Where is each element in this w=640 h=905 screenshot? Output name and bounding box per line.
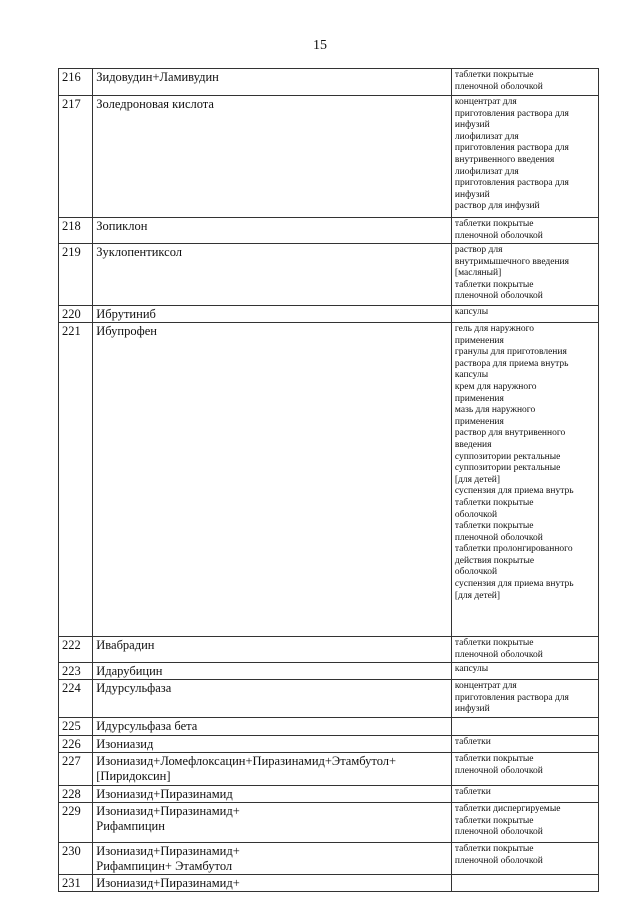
dosage-form: таблетки покрытые пленочной оболочкой — [454, 219, 543, 241]
drug-name: Ивабрадин — [93, 637, 452, 663]
drug-name: Изониазид+Пиразинамид+ — [93, 875, 452, 892]
row-number: 217 — [59, 96, 93, 218]
dosage-forms — [451, 306, 598, 323]
dosage-form: капсулы — [454, 307, 489, 317]
row-number: 230 — [59, 843, 93, 875]
drug-name: Зопиклон — [93, 218, 452, 244]
dosage-forms — [451, 736, 598, 753]
dosage-forms — [451, 96, 598, 218]
table-row — [59, 875, 599, 892]
dosage-form: раствор для инфузий — [454, 201, 540, 212]
dosage-form: таблетки покрытые оболочкой — [454, 497, 534, 520]
row-number: 221 — [59, 323, 93, 637]
table-row — [59, 736, 599, 753]
dosage-form: таблетки покрытые пленочной оболочкой — [454, 844, 543, 866]
table-row — [59, 244, 599, 306]
dosage-forms — [451, 786, 598, 803]
drug-name: Изониазид+Пиразинамид+ Рифампицин — [93, 803, 452, 843]
dosage-forms — [451, 718, 598, 736]
dosage-form: таблетки диспергируемые — [454, 804, 561, 814]
dosage-form: лиофилизат для приготовления раствора для внутривенного введения — [454, 131, 569, 165]
dosage-form: капсулы — [454, 664, 489, 674]
table-row — [59, 323, 599, 637]
dosage-form: суспензия для приема внутрь [для детей] — [454, 579, 574, 601]
table-row — [59, 680, 599, 718]
table-row — [59, 718, 599, 736]
dosage-forms — [451, 218, 598, 244]
dosage-form: капсулы — [454, 370, 489, 381]
table-row — [59, 843, 599, 875]
drug-name: Зидовудин+Ламивудин — [93, 69, 452, 96]
table-row — [59, 637, 599, 663]
drug-name: Зуклопентиксол — [93, 244, 452, 306]
dosage-form: раствор для внутримышечного введения [масляный] — [454, 245, 570, 279]
dosage-form: раствор для внутривенного введения — [454, 428, 566, 450]
dosage-form: концентрат для приготовления раствора для инфузий — [454, 681, 569, 715]
row-number: 226 — [59, 736, 93, 753]
table-row — [59, 96, 599, 218]
row-number: 223 — [59, 663, 93, 680]
dosage-forms — [451, 69, 598, 96]
drug-name: Изониазид — [93, 736, 452, 753]
row-number: 218 — [59, 218, 93, 244]
drug-name: Идурсульфаза бета — [93, 718, 452, 736]
dosage-forms — [451, 663, 598, 680]
dosage-forms — [451, 753, 598, 786]
row-number: 220 — [59, 306, 93, 323]
dosage-form: суппозитории ректальные [для детей] — [454, 463, 561, 485]
drug-name: Золедроновая кислота — [93, 96, 452, 218]
dosage-form: таблетки — [454, 787, 491, 797]
row-number: 231 — [59, 875, 93, 892]
dosage-forms — [451, 680, 598, 718]
dosage-form: концентрат для приготовления раствора для инфузий — [454, 97, 569, 131]
row-number: 229 — [59, 803, 93, 843]
dosage-form: таблетки покрытые пленочной оболочкой — [454, 754, 543, 776]
dosage-forms — [451, 803, 598, 843]
row-number: 227 — [59, 753, 93, 786]
drug-name: Идарубицин — [93, 663, 452, 680]
drug-name: Идурсульфаза — [93, 680, 452, 718]
dosage-forms — [451, 875, 598, 892]
row-number: 222 — [59, 637, 93, 663]
dosage-form: крем для наружного применения — [454, 381, 537, 404]
dosage-form: таблетки покрытые пленочной оболочкой — [454, 521, 543, 543]
dosage-forms — [451, 244, 598, 306]
dosage-form: гель для наружного применения — [454, 324, 535, 346]
table-row — [59, 663, 599, 680]
dosage-forms — [451, 843, 598, 875]
dosage-form: таблетки покрытые пленочной оболочкой — [454, 638, 543, 660]
table-row — [59, 218, 599, 244]
drug-table — [58, 68, 599, 892]
table-row — [59, 69, 599, 96]
drug-name: Ибупрофен — [93, 323, 452, 637]
dosage-form: мазь для наружного применения — [454, 405, 536, 427]
drug-name: Изониазид+Пиразинамид — [93, 786, 452, 803]
row-number: 216 — [59, 69, 93, 96]
dosage-form: суппозитории ректальные — [454, 451, 561, 462]
row-number: 219 — [59, 244, 93, 306]
dosage-forms — [451, 637, 598, 663]
drug-name: Ибрутиниб — [93, 306, 452, 323]
dosage-form: таблетки покрытые пленочной оболочкой — [454, 279, 543, 302]
dosage-form: гранулы для приготовления раствора для приема внутрь — [454, 347, 569, 369]
page-number: 15 — [313, 38, 327, 53]
table-row — [59, 786, 599, 803]
dosage-form: таблетки покрытые пленочной оболочкой — [454, 815, 543, 838]
dosage-forms — [451, 323, 598, 637]
dosage-form: таблетки покрытые пленочной оболочкой — [454, 70, 543, 92]
dosage-form: лиофилизат для приготовления раствора для инфузий — [454, 166, 569, 200]
table-row — [59, 306, 599, 323]
row-number: 224 — [59, 680, 93, 718]
table-row — [59, 803, 599, 843]
row-number: 228 — [59, 786, 93, 803]
dosage-form: таблетки — [454, 737, 491, 747]
drug-name: Изониазид+Ломефлоксацин+Пиразинамид+Этамбутол+[Пиридоксин] — [93, 753, 452, 786]
dosage-form: суспензия для приема внутрь — [454, 486, 574, 497]
dosage-form: таблетки пролонгированного действия покрытые оболочкой — [454, 544, 573, 578]
drug-name: Изониазид+Пиразинамид+ Рифампицин+ Этамбутол — [93, 843, 452, 875]
row-number: 225 — [59, 718, 93, 736]
table-row — [59, 753, 599, 786]
